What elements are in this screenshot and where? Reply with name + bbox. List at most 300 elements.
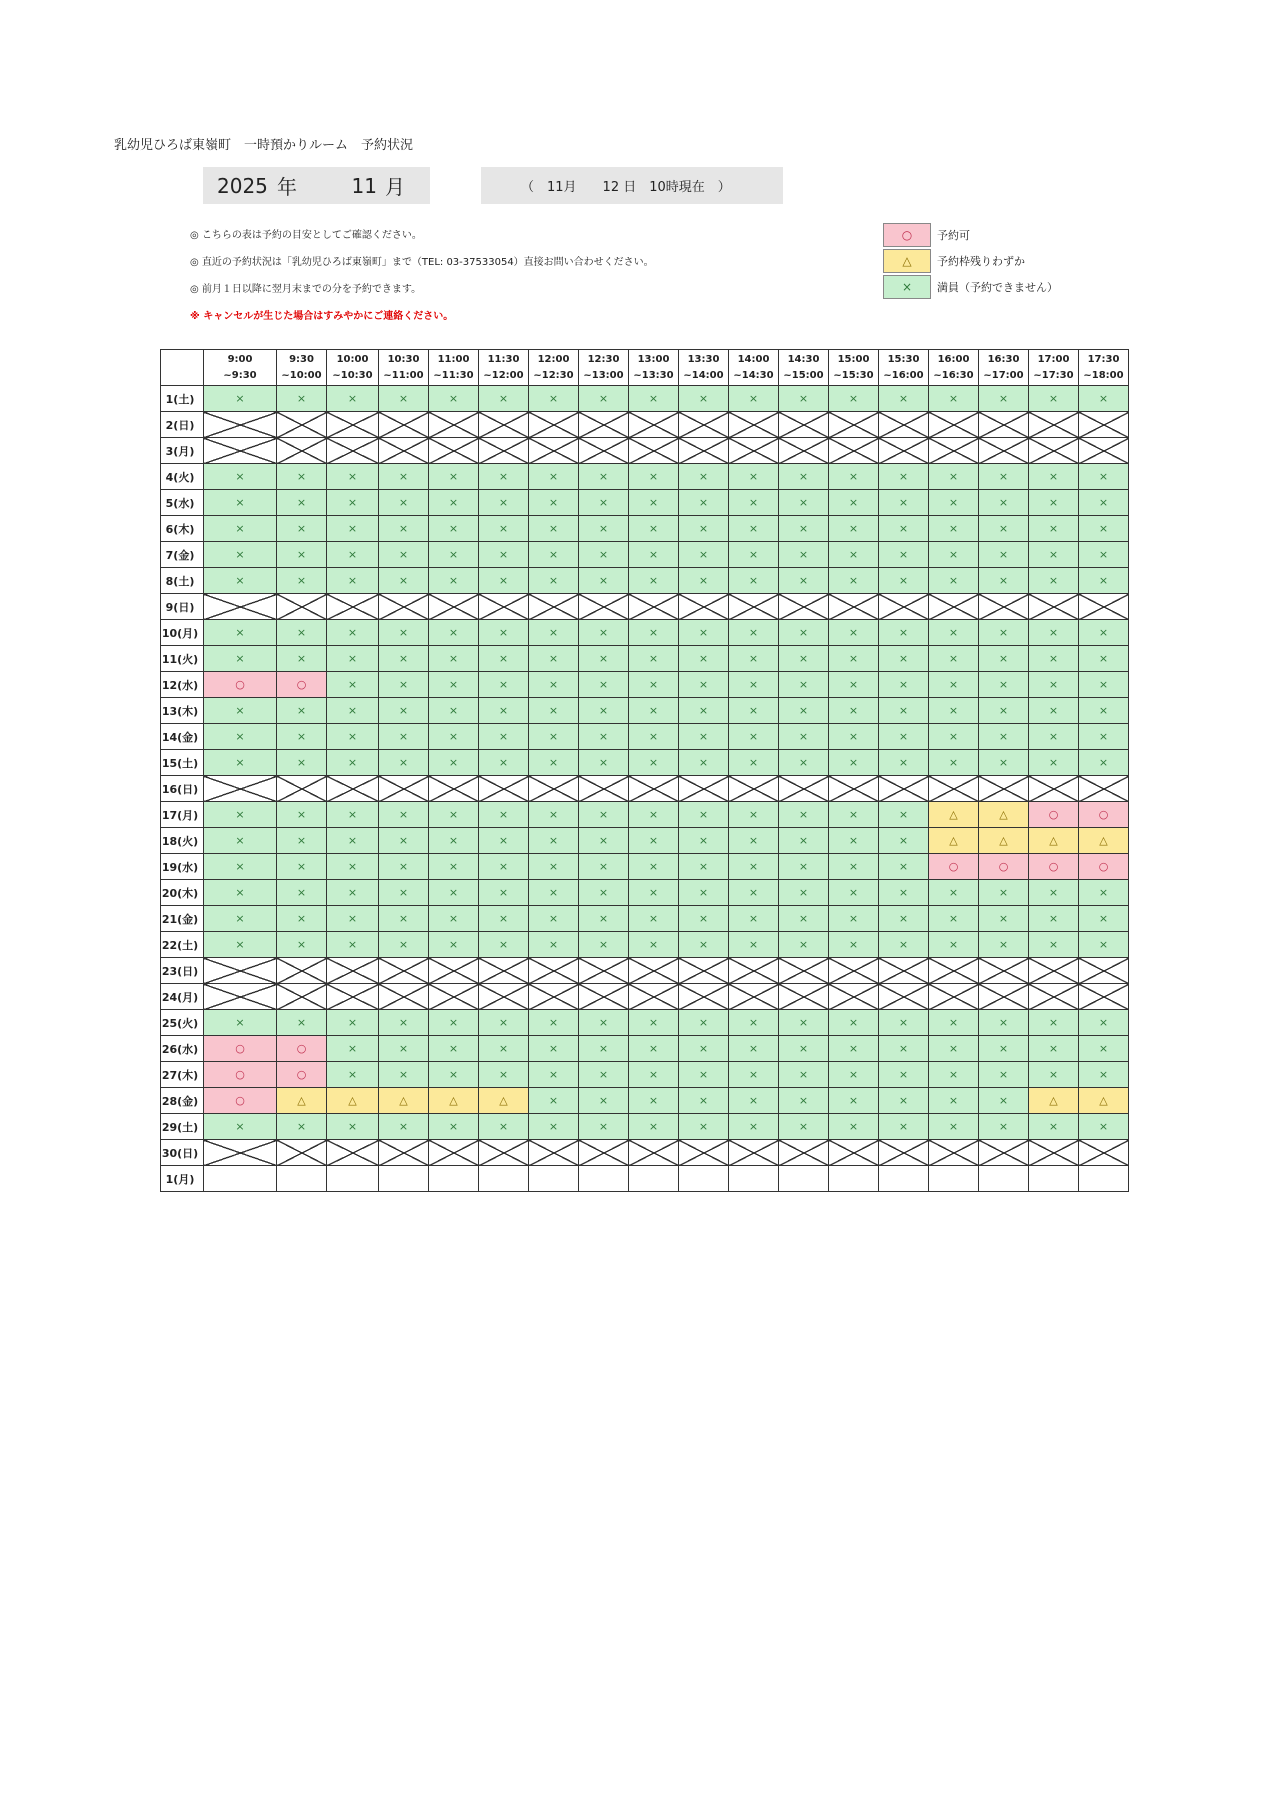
slot-full: × [979, 646, 1029, 672]
slot-full: × [479, 854, 529, 880]
slot-full: × [277, 828, 327, 854]
slot-full: × [679, 1062, 729, 1088]
empty-cell [1079, 1166, 1129, 1192]
day-label: 22(土) [161, 932, 204, 958]
slot-full: × [879, 1114, 929, 1140]
slot-full: × [204, 490, 277, 516]
closed-cell [1079, 412, 1129, 438]
closed-cell [327, 958, 379, 984]
slot-full: × [479, 724, 529, 750]
timeslot-start: 16:30 [987, 353, 1020, 365]
slot-full: × [579, 386, 629, 412]
slot-full: × [579, 724, 629, 750]
closed-cell [277, 412, 327, 438]
slot-full: × [379, 932, 429, 958]
slot-full: × [429, 646, 479, 672]
slot-full: × [779, 906, 829, 932]
timeslot-start: 17:30 [1087, 353, 1120, 365]
slot-full: × [429, 1010, 479, 1036]
day-label: 18(火) [161, 828, 204, 854]
slot-full: × [529, 490, 579, 516]
slot-full: × [479, 1062, 529, 1088]
closed-cell [879, 958, 929, 984]
closed-cell [979, 776, 1029, 802]
slot-full: × [829, 750, 879, 776]
slot-full: × [327, 568, 379, 594]
slot-full: × [679, 1114, 729, 1140]
slot-full: × [529, 646, 579, 672]
closed-cell [479, 594, 529, 620]
slot-full: × [979, 932, 1029, 958]
closed-cell [629, 412, 679, 438]
slot-full: × [277, 802, 327, 828]
slot-full: × [429, 750, 479, 776]
slot-full: × [779, 620, 829, 646]
empty-cell [277, 1166, 327, 1192]
slot-full: × [829, 828, 879, 854]
closed-cell [1029, 412, 1079, 438]
slot-full: × [529, 1010, 579, 1036]
slot-full: × [277, 698, 327, 724]
timeslot-end: ~14:30 [733, 369, 774, 381]
legend [883, 222, 1058, 300]
slot-full: × [729, 880, 779, 906]
slot-full: × [979, 568, 1029, 594]
timeslot-end: ~16:00 [883, 369, 924, 381]
slot-full: × [829, 542, 879, 568]
slot-full: × [779, 698, 829, 724]
slot-full: × [529, 698, 579, 724]
slot-full: × [327, 880, 379, 906]
slot-full: × [979, 542, 1029, 568]
slot-full: × [729, 854, 779, 880]
slot-full: × [479, 646, 529, 672]
slot-full: × [1079, 698, 1129, 724]
slot-full: × [429, 906, 479, 932]
closed-cell [204, 412, 277, 438]
slot-full: × [779, 490, 829, 516]
slot-full: × [379, 568, 429, 594]
closed-cell [479, 984, 529, 1010]
slot-full: × [529, 750, 579, 776]
timeslot-header [929, 350, 979, 386]
slot-full: × [879, 646, 929, 672]
timeslot-start: 16:00 [937, 353, 970, 365]
closed-cell [479, 412, 529, 438]
closed-cell [429, 958, 479, 984]
slot-full: × [1029, 1062, 1079, 1088]
slot-full: × [379, 854, 429, 880]
slot-full: × [429, 828, 479, 854]
day-label: 14(金) [161, 724, 204, 750]
day-row [161, 932, 1129, 958]
closed-cell [629, 594, 679, 620]
closed-cell [1079, 958, 1129, 984]
slot-full: × [1029, 646, 1079, 672]
slot-full: × [1079, 932, 1129, 958]
timeslot-header [729, 350, 779, 386]
closed-cell [327, 438, 379, 464]
slot-full: × [327, 386, 379, 412]
slot-full: × [779, 568, 829, 594]
slot-full: × [929, 464, 979, 490]
legend-swatch-available: ○ [883, 223, 931, 247]
slot-full: × [679, 620, 729, 646]
slot-full: × [327, 516, 379, 542]
empty-cell [204, 1166, 277, 1192]
slot-full: × [204, 464, 277, 490]
slot-full: × [429, 724, 479, 750]
slot-full: × [629, 932, 679, 958]
slot-full: × [879, 1036, 929, 1062]
day-row [161, 516, 1129, 542]
day-row [161, 724, 1129, 750]
slot-full: × [579, 568, 629, 594]
slot-full: × [479, 698, 529, 724]
timeslot-start: 13:00 [637, 353, 670, 365]
slot-full: × [729, 750, 779, 776]
slot-full: × [1079, 646, 1129, 672]
slot-full: × [679, 698, 729, 724]
slot-full: × [327, 1010, 379, 1036]
day-row [161, 490, 1129, 516]
slot-full: × [829, 620, 879, 646]
slot-full: × [679, 490, 729, 516]
slot-full: × [479, 1036, 529, 1062]
slot-full: × [379, 1114, 429, 1140]
slot-full: × [629, 646, 679, 672]
slot-full: × [729, 568, 779, 594]
closed-cell [579, 776, 629, 802]
timeslot-end: ~10:00 [281, 369, 322, 381]
slot-full: × [529, 386, 579, 412]
closed-cell [629, 958, 679, 984]
closed-cell [429, 412, 479, 438]
slot-full: × [629, 854, 679, 880]
empty-cell [929, 1166, 979, 1192]
closed-cell [879, 594, 929, 620]
timeslot-start: 11:30 [487, 353, 520, 365]
timeslot-end: ~12:30 [533, 369, 574, 381]
closed-cell [529, 984, 579, 1010]
slot-full: × [629, 1062, 679, 1088]
closed-cell [1029, 776, 1079, 802]
slot-full: × [204, 568, 277, 594]
slot-full: × [204, 854, 277, 880]
slot-full: × [327, 1062, 379, 1088]
day-row [161, 1114, 1129, 1140]
timeslot-header [327, 350, 379, 386]
slot-full: × [429, 854, 479, 880]
slot-full: × [1029, 724, 1079, 750]
day-label: 1(月) [161, 1166, 204, 1192]
closed-cell [429, 438, 479, 464]
slot-full: × [679, 672, 729, 698]
slot-full: × [929, 646, 979, 672]
slot-full: × [879, 568, 929, 594]
slot-full: × [829, 568, 879, 594]
slot-available: ○ [1029, 802, 1079, 828]
timeslot-end: ~17:00 [983, 369, 1024, 381]
slot-full: × [479, 828, 529, 854]
closed-cell [529, 438, 579, 464]
slot-full: × [204, 932, 277, 958]
closed-cell [1079, 594, 1129, 620]
closed-cell [1079, 438, 1129, 464]
slot-full: × [729, 464, 779, 490]
slot-available: ○ [204, 1088, 277, 1114]
slot-full: × [929, 880, 979, 906]
slot-full: × [779, 1062, 829, 1088]
slot-full: × [1079, 1062, 1129, 1088]
day-row [161, 698, 1129, 724]
closed-cell [277, 776, 327, 802]
day-row [161, 880, 1129, 906]
slot-full: × [979, 672, 1029, 698]
closed-cell [1079, 776, 1129, 802]
slot-full: × [629, 828, 679, 854]
slot-available: ○ [204, 1036, 277, 1062]
slot-full: × [929, 1088, 979, 1114]
slot-full: × [629, 724, 679, 750]
slot-full: × [679, 1010, 729, 1036]
closed-cell [429, 776, 479, 802]
empty-cell [529, 1166, 579, 1192]
slot-full: × [629, 490, 679, 516]
closed-cell [929, 594, 979, 620]
slot-full: × [829, 1036, 879, 1062]
day-row [161, 386, 1129, 412]
slot-full: × [579, 542, 629, 568]
slot-full: × [629, 516, 679, 542]
timeslot-end: ~13:30 [633, 369, 674, 381]
closed-cell [327, 1140, 379, 1166]
timeslot-end: ~18:00 [1083, 369, 1124, 381]
closed-cell [729, 984, 779, 1010]
closed-cell [879, 412, 929, 438]
slot-full: × [829, 1114, 879, 1140]
empty-cell [1029, 1166, 1079, 1192]
slot-available: ○ [929, 854, 979, 880]
closed-cell [779, 594, 829, 620]
closed-cell [1029, 438, 1079, 464]
slot-full: × [679, 464, 729, 490]
day-label: 29(土) [161, 1114, 204, 1140]
slot-full: × [1079, 542, 1129, 568]
slot-full: × [829, 490, 879, 516]
slot-full: × [779, 464, 829, 490]
slot-full: × [829, 1088, 879, 1114]
slot-full: × [679, 542, 729, 568]
slot-full: × [277, 854, 327, 880]
slot-full: × [579, 854, 629, 880]
closed-cell [729, 594, 779, 620]
timeslot-header [1079, 350, 1129, 386]
closed-cell [1079, 1140, 1129, 1166]
slot-full: × [979, 1010, 1029, 1036]
timeslot-header [679, 350, 729, 386]
slot-full: × [579, 490, 629, 516]
day-label: 15(土) [161, 750, 204, 776]
day-label: 27(木) [161, 1062, 204, 1088]
closed-cell [529, 594, 579, 620]
closed-cell [529, 412, 579, 438]
empty-cell [429, 1166, 479, 1192]
slot-full: × [779, 1010, 829, 1036]
closed-cell [979, 412, 1029, 438]
closed-cell [1029, 1140, 1079, 1166]
empty-cell [829, 1166, 879, 1192]
slot-full: × [429, 1062, 479, 1088]
closed-cell [277, 984, 327, 1010]
slot-full: × [829, 906, 879, 932]
slot-full: × [429, 1036, 479, 1062]
slot-full: × [929, 906, 979, 932]
closed-cell [729, 1140, 779, 1166]
slot-full: × [629, 1036, 679, 1062]
slot-full: × [1029, 1036, 1079, 1062]
closed-cell [479, 1140, 529, 1166]
slot-full: × [929, 1114, 979, 1140]
slot-full: × [629, 802, 679, 828]
day-row [161, 1166, 1129, 1192]
closed-cell [929, 438, 979, 464]
timeslot-end: ~17:30 [1033, 369, 1074, 381]
slot-available: ○ [277, 1036, 327, 1062]
empty-cell [379, 1166, 429, 1192]
closed-cell [277, 958, 327, 984]
slot-full: × [629, 620, 679, 646]
slot-full: × [327, 1036, 379, 1062]
slot-full: × [379, 828, 429, 854]
slot-full: × [1029, 1114, 1079, 1140]
day-row [161, 646, 1129, 672]
closed-cell [529, 1140, 579, 1166]
slot-full: × [1029, 464, 1079, 490]
slot-few-left: △ [277, 1088, 327, 1114]
timeslot-start: 10:00 [336, 353, 369, 365]
slot-full: × [327, 672, 379, 698]
slot-full: × [779, 1088, 829, 1114]
slot-full: × [379, 646, 429, 672]
timeslot-header [629, 350, 679, 386]
slot-full: × [479, 386, 529, 412]
slot-full: × [204, 646, 277, 672]
slot-full: × [379, 1062, 429, 1088]
closed-cell [979, 984, 1029, 1010]
slot-full: × [1029, 1010, 1079, 1036]
legend-label-full: 満員（予約できません） [937, 281, 1058, 294]
slot-full: × [429, 490, 479, 516]
slot-full: × [829, 1010, 879, 1036]
as-of-text: （ 11月 12 日 10時現在 ） [521, 180, 731, 195]
slot-full: × [779, 750, 829, 776]
day-row [161, 1010, 1129, 1036]
slot-full: × [1029, 906, 1079, 932]
slot-few-left: △ [979, 802, 1029, 828]
closed-cell [204, 984, 277, 1010]
slot-full: × [429, 516, 479, 542]
closed-cell [979, 594, 1029, 620]
slot-full: × [979, 724, 1029, 750]
slot-full: × [379, 672, 429, 698]
slot-full: × [579, 1036, 629, 1062]
slot-full: × [1029, 386, 1079, 412]
closed-cell [204, 438, 277, 464]
day-label: 12(水) [161, 672, 204, 698]
slot-few-left: △ [929, 828, 979, 854]
slot-full: × [679, 802, 729, 828]
slot-full: × [327, 724, 379, 750]
closed-cell [277, 594, 327, 620]
closed-cell [379, 412, 429, 438]
slot-full: × [929, 724, 979, 750]
legend-swatch-few-left: △ [883, 249, 931, 273]
closed-cell [679, 1140, 729, 1166]
slot-full: × [979, 750, 1029, 776]
slot-full: × [729, 672, 779, 698]
day-row [161, 542, 1129, 568]
slot-full: × [729, 1062, 779, 1088]
closed-cell [829, 1140, 879, 1166]
slot-full: × [579, 698, 629, 724]
closed-cell [327, 594, 379, 620]
slot-full: × [277, 386, 327, 412]
slot-full: × [879, 1062, 929, 1088]
slot-full: × [879, 516, 929, 542]
slot-full: × [579, 1088, 629, 1114]
empty-cell [779, 1166, 829, 1192]
slot-full: × [779, 802, 829, 828]
slot-full: × [979, 1088, 1029, 1114]
slot-full: × [277, 932, 327, 958]
slot-full: × [829, 1062, 879, 1088]
slot-full: × [429, 672, 479, 698]
slot-full: × [579, 1062, 629, 1088]
slot-full: × [729, 802, 779, 828]
empty-cell [729, 1166, 779, 1192]
slot-few-left: △ [479, 1088, 529, 1114]
day-label: 11(火) [161, 646, 204, 672]
slot-few-left: △ [1029, 1088, 1079, 1114]
closed-cell [729, 776, 779, 802]
slot-full: × [929, 1062, 979, 1088]
closed-cell [379, 776, 429, 802]
slot-full: × [327, 464, 379, 490]
closed-cell [829, 594, 879, 620]
timeslot-header [779, 350, 829, 386]
slot-full: × [1079, 464, 1129, 490]
slot-full: × [729, 490, 779, 516]
slot-full: × [829, 386, 879, 412]
slot-full: × [929, 490, 979, 516]
timeslot-start: 17:00 [1037, 353, 1070, 365]
slot-full: × [879, 854, 929, 880]
timeslot-start: 9:00 [227, 353, 253, 365]
slot-full: × [204, 516, 277, 542]
slot-full: × [277, 1114, 327, 1140]
slot-full: × [579, 802, 629, 828]
closed-cell [429, 984, 479, 1010]
slot-full: × [829, 672, 879, 698]
slot-full: × [379, 1010, 429, 1036]
slot-full: × [729, 1010, 779, 1036]
slot-full: × [979, 516, 1029, 542]
slot-full: × [929, 932, 979, 958]
timeslot-start: 9:30 [289, 353, 314, 365]
closed-cell [779, 438, 829, 464]
timeslot-start: 12:30 [587, 353, 620, 365]
